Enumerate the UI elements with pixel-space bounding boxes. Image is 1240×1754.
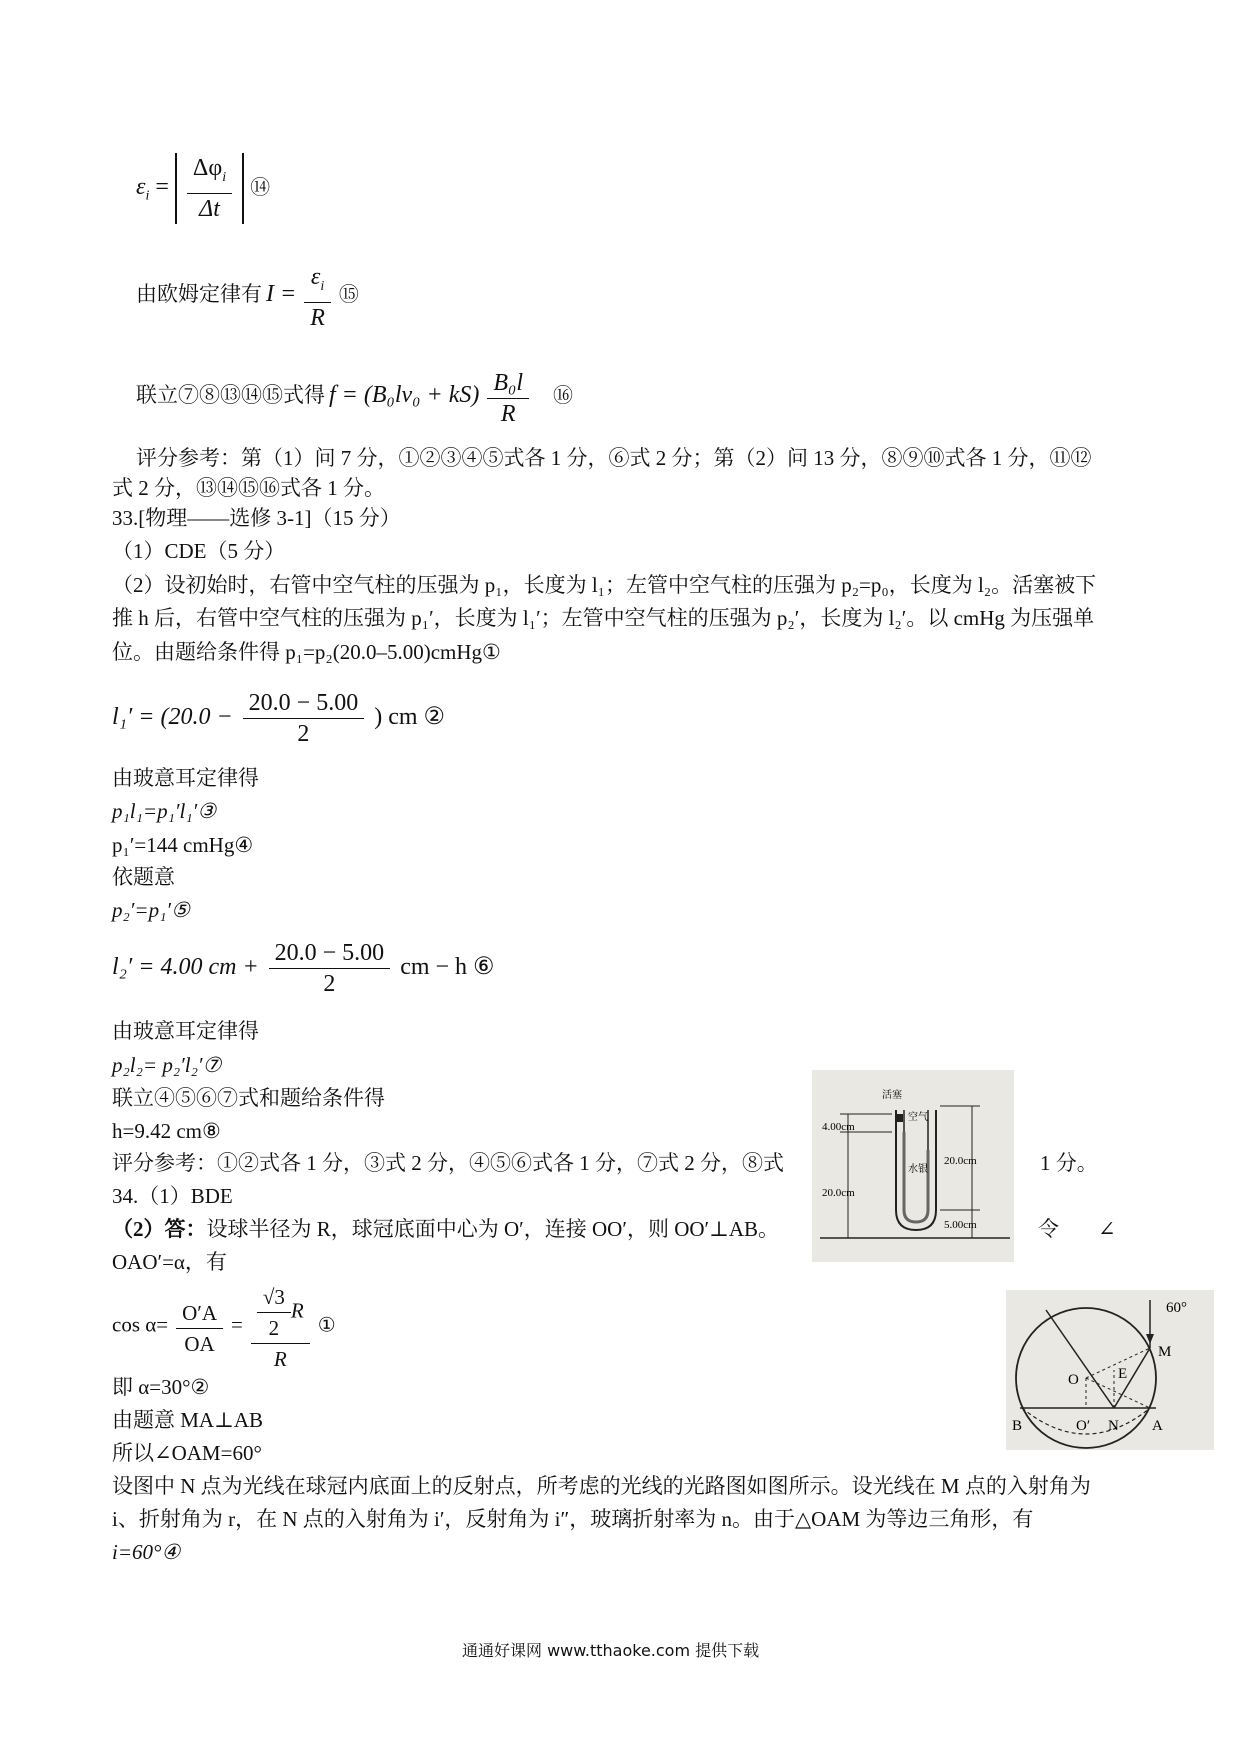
cos-denominator: OA bbox=[184, 1331, 215, 1356]
ohm-law-label: 由欧姆定律有 bbox=[136, 282, 262, 307]
equation-14: $\varepsilon_i$ = $\frac{\Delta\varphi_i}{\Delta t}$ ⑭ bbox=[136, 155, 271, 222]
q34-paragraph-2: i、折射角为 r，在 N 点的入射角为 i′，反射角为 i″，玻璃折射率为 n。由于△OAM 为等边三角形，有 bbox=[112, 1507, 1034, 1531]
equation-2 bbox=[112, 688, 445, 749]
eq6-lhs: l₂′ = 4.00 cm + bbox=[112, 954, 259, 981]
boyle-law-2: 由玻意耳定律得 bbox=[112, 1019, 259, 1043]
dim-5cm: 5.00cm bbox=[944, 1219, 977, 1231]
delta-phi-subscript: i bbox=[222, 169, 227, 185]
boyle-law-1: 由玻意耳定律得 bbox=[112, 766, 259, 790]
u-tube-figure bbox=[812, 1070, 1014, 1262]
current-symbol: I = bbox=[266, 281, 297, 308]
equation-4: p₁′=144 cmHg④ bbox=[112, 833, 254, 857]
eq6-rhs: cm − h ⑥ bbox=[400, 954, 495, 981]
q33-part2-line2: 推 h 后，右管中空气柱的压强为 p₁′，长度为 l₁′；左管中空气柱的压强为 p₂′，长度为 l₂′。以 cmHg 为压强单 bbox=[112, 606, 1095, 630]
q33-part2-line3: 位。由题给条件得 p₁=p₂(20.0–5.00)cmHg① bbox=[112, 640, 501, 664]
combine-label: 联立⑦⑧⑬⑭⑮式得 bbox=[136, 383, 325, 408]
incidence-angle-eq: i=60°④ bbox=[112, 1540, 181, 1564]
q33-title: 33.[物理——选修 3-1]（15 分） bbox=[112, 506, 401, 530]
label-N: N bbox=[1108, 1418, 1119, 1434]
q34-part1: 34.（1）BDE bbox=[112, 1184, 233, 1208]
label-M: M bbox=[1158, 1344, 1172, 1360]
label-piston: 活塞 bbox=[882, 1090, 902, 1101]
equation-8: h=9.42 cm⑧ bbox=[112, 1119, 221, 1143]
by-condition: 依题意 bbox=[112, 865, 175, 889]
force-numerator: B₀l bbox=[487, 368, 529, 399]
abs-value-fraction bbox=[175, 153, 244, 224]
equation-number-15: ⑮ bbox=[338, 282, 359, 307]
cos-numerator: O′A bbox=[176, 1298, 223, 1329]
scoring-line-2: 式 2 分，⑬⑭⑮⑯式各 1 分。 bbox=[112, 476, 385, 500]
q34-paragraph-1: 设图中 N 点为光线在球冠内底面上的反射点，所考虑的光线的光路图如图所示。设光线在 M 点的入射角为 bbox=[112, 1474, 1091, 1498]
label-O: O bbox=[1068, 1372, 1079, 1388]
emf-symbol: ε bbox=[310, 264, 321, 290]
q34-part2-line2: OAO′=α，有 bbox=[112, 1250, 227, 1274]
alpha-result: 即 α=30°② bbox=[112, 1375, 210, 1399]
answer-label: （2）答： bbox=[112, 1217, 207, 1241]
label-E: E bbox=[1118, 1366, 1128, 1382]
eq6-denominator: 2 bbox=[323, 971, 336, 997]
equation-16 bbox=[136, 368, 573, 429]
eq2-lhs: l₁′ = (20.0 − bbox=[112, 704, 233, 731]
resistance-symbol: R bbox=[310, 304, 325, 331]
label-A: A bbox=[1152, 1418, 1163, 1434]
scoring-q33-right: 1 分。 bbox=[1040, 1151, 1098, 1175]
q33-part1: （1）CDE（5 分） bbox=[112, 539, 286, 563]
equation-15 bbox=[136, 262, 359, 333]
equation-number-14: ⑭ bbox=[250, 174, 271, 199]
delta-t: Δt bbox=[199, 195, 220, 222]
dim-20cm-right: 20.0cm bbox=[944, 1155, 977, 1167]
answer-text: 设球半径为 R，球冠底面中心为 O′，连接 OO′，则 OO′⊥AB。 bbox=[206, 1217, 780, 1241]
label-B: B bbox=[1012, 1418, 1023, 1434]
q33-part2-line1: （2）设初始时，右管中空气柱的压强为 p₁，长度为 l₁；左管中空气柱的压强为 p₂=p₀，长度为 l₂。活塞被下 bbox=[112, 573, 1097, 597]
eq2-rhs: ) cm ② bbox=[374, 704, 446, 731]
page-footer: 通通好课网 www.tthaoke.com 提供下载 bbox=[462, 1641, 760, 1660]
delta-phi: Δφ bbox=[192, 155, 223, 181]
ma-perp-ab: 由题意 MA⊥AB bbox=[112, 1408, 264, 1432]
equation-number-1: ① bbox=[317, 1312, 336, 1337]
epsilon-subscript: i bbox=[145, 188, 150, 204]
emf-subscript: i bbox=[320, 278, 325, 294]
cos-r-denominator: R bbox=[273, 1347, 287, 1371]
combine-conditions: 联立④⑤⑥⑦式和题给条件得 bbox=[112, 1086, 385, 1110]
angle-oam: 所以∠OAM=60° bbox=[112, 1441, 262, 1465]
scoring-line-1: 评分参考：第（1）问 7 分，①②③④⑤式各 1 分，⑥式 2 分；第（2）问 13 分，⑧⑨⑩式各 1 分，⑪⑫ bbox=[136, 446, 1092, 470]
u-tube-diagram bbox=[812, 1070, 1014, 1262]
equation-3: p₁l₁=p₁′l₁′③ bbox=[112, 799, 217, 823]
ling-word: 令 bbox=[1038, 1217, 1059, 1241]
cos-equation: cos α= $\frac{O'A}{OA}$ = $\frac{√3}{2}$ R R ① bbox=[112, 1282, 336, 1374]
label-mercury: 水银 bbox=[908, 1164, 928, 1175]
label-air: 空气 bbox=[908, 1112, 928, 1123]
force-expression: f = (B₀lv₀ + kS) bbox=[329, 382, 480, 409]
scoring-q33-left: 评分参考：①②式各 1 分，③式 2 分，④⑤⑥式各 1 分，⑦式 2 分，⑧式 bbox=[112, 1151, 784, 1175]
angle-symbol: ∠ bbox=[1098, 1217, 1116, 1241]
two: 2 bbox=[268, 1316, 280, 1340]
q34-part2-line1 bbox=[112, 1214, 779, 1244]
eq2-denominator: 2 bbox=[297, 721, 310, 747]
sphere-optics-diagram bbox=[1006, 1290, 1214, 1450]
sqrt3: √3 bbox=[257, 1282, 291, 1313]
cos-prefix: cos α= bbox=[112, 1312, 169, 1337]
force-denominator: R bbox=[500, 401, 516, 427]
label-O-prime: O′ bbox=[1076, 1418, 1091, 1434]
eq2-numerator: 20.0 − 5.00 bbox=[243, 688, 365, 719]
dim-20cm-left: 20.0cm bbox=[822, 1187, 855, 1199]
dim-4cm: 4.00cm bbox=[822, 1121, 855, 1133]
eq6-numerator: 20.0 − 5.00 bbox=[269, 938, 391, 969]
epsilon-symbol: ε bbox=[136, 173, 146, 200]
equation-number-16: ⑯ bbox=[553, 383, 574, 408]
label-60deg: 60° bbox=[1166, 1300, 1187, 1316]
sphere-cap-figure bbox=[1006, 1290, 1214, 1450]
equation-5: p₂′=p₁′⑤ bbox=[112, 898, 190, 922]
radius-symbol: R bbox=[290, 1298, 304, 1323]
equation-7: p₂l₂= p₂′l₂′⑦ bbox=[112, 1053, 222, 1077]
equation-6 bbox=[112, 938, 495, 999]
